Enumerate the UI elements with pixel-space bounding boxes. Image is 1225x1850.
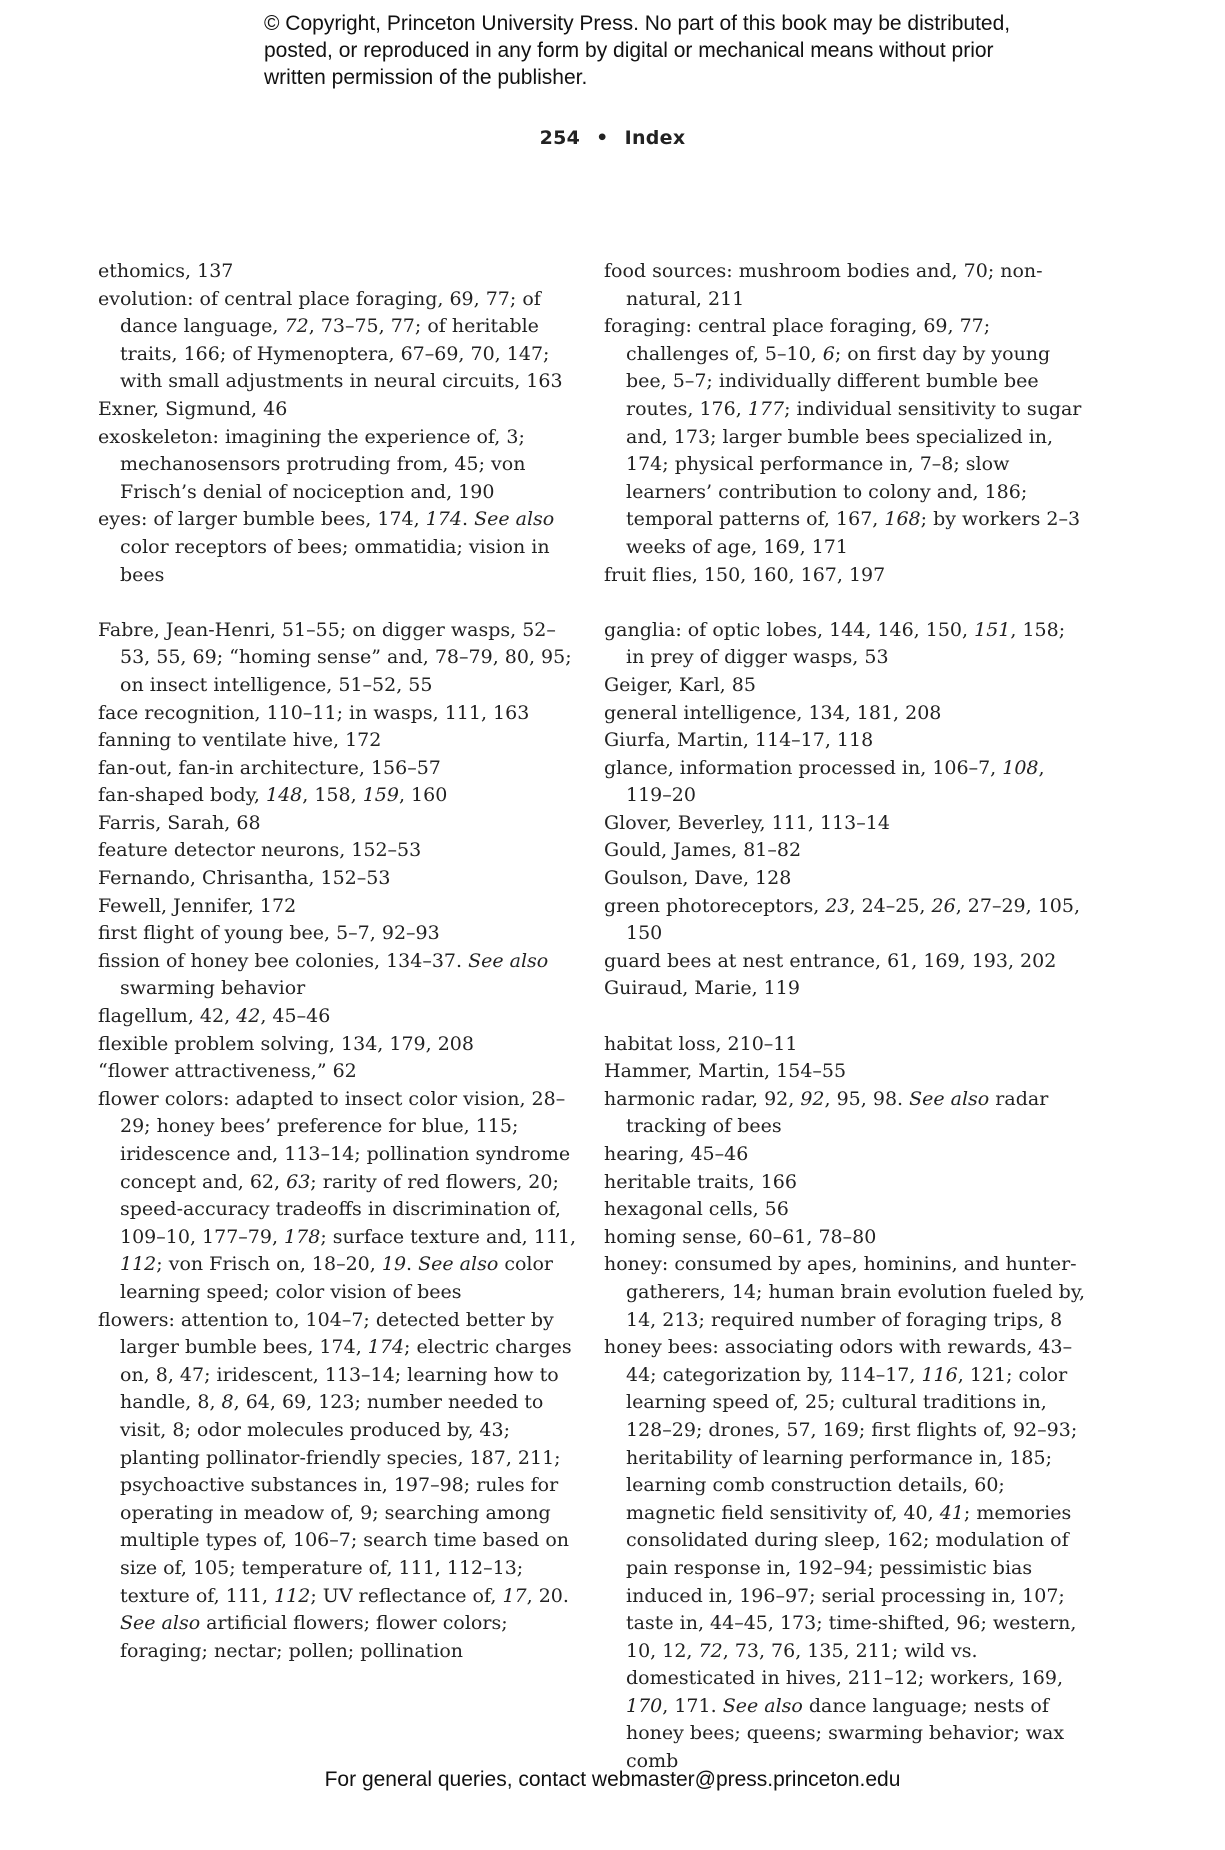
index-entry: “flower attractiveness,” 62 bbox=[98, 1060, 357, 1083]
index-entry: heritable traits, 166 bbox=[604, 1170, 797, 1193]
index-entry: Farris, Sarah, 68 bbox=[98, 811, 261, 834]
index-entry: fruit flies, 150, 160, 167, 197 bbox=[604, 563, 886, 586]
letter-group-gap bbox=[604, 1003, 1088, 1031]
index-entry: eyes: of larger bumble bees, 174, 174. See also color receptors of bees; ommatidia; vision in bees bbox=[98, 508, 555, 586]
index-entry: feature detector neurons, 152–53 bbox=[98, 839, 422, 862]
letter-group-gap bbox=[98, 589, 582, 617]
index-entry: Fewell, Jennifer, 172 bbox=[98, 894, 297, 917]
index-entry: hexagonal cells, 56 bbox=[604, 1198, 789, 1221]
index-entry: glance, information processed in, 106–7, 108, 119–20 bbox=[604, 756, 1045, 807]
index-entry: Fabre, Jean-Henri, 51–55; on digger wasps, 52–53, 55, 69; “homing sense” and, 78–79, 80, 95; on insect intelligence, 51–52, 55 bbox=[98, 618, 572, 696]
index-entry: fanning to ventilate hive, 172 bbox=[98, 729, 382, 752]
index-entry: fan-shaped body, 148, 158, 159, 160 bbox=[98, 784, 448, 807]
index-entry: green photoreceptors, 23, 24–25, 26, 27–29, 105, 150 bbox=[604, 894, 1081, 945]
running-head bbox=[0, 127, 1225, 149]
section-title: Index bbox=[624, 127, 686, 149]
index-entry: Goulson, Dave, 128 bbox=[604, 867, 792, 890]
index-entry: Hammer, Martin, 154–55 bbox=[604, 1060, 847, 1083]
index-entry: Gould, James, 81–82 bbox=[604, 839, 802, 862]
index-entry: foraging: central place foraging, 69, 77; challenges of, 5–10, 6; on first day by young bee, 5–7; individually different bumble bee routes, 176, 177; individual sensitivity to sugar and, 173; larger bumble bees specialized in, 174; physical performance in, 7–8; slow learners’ contribution to colony and, 186; temporal patterns of, 167, 168; by workers 2–3 weeks of age, 169, 171 bbox=[604, 315, 1082, 558]
index-column-left bbox=[98, 258, 582, 1665]
index-entry: flowers: attention to, 104–7; detected better by larger bumble bees, 174, 174; electric charges on, 8, 47; iridescent, 113–14; learning how to handle, 8, 8, 64, 69, 123; number needed to visit, 8; odor molecules produced by, 43; planting pollinator-friendly species, 187, 211; psychoactive substances in, 197–98; rules for operating in meadow of, 9; searching among multiple types of, 106–7; search time based on size of, 105; temperature of, 111, 112–13; texture of, 111, 112; UV reflectance of, 17, 20. See also artificial flowers; flower colors; foraging; nectar; pollen; pollination bbox=[98, 1308, 572, 1662]
index-entry: homing sense, 60–61, 78–80 bbox=[604, 1225, 877, 1248]
index-entry: fan-out, fan-in architecture, 156–57 bbox=[98, 756, 441, 779]
index-entry: exoskeleton: imagining the experience of, 3; mechanosensors protruding from, 45; von Frisch’s denial of nociception and, 190 bbox=[98, 425, 526, 503]
index-entry: flexible problem solving, 134, 179, 208 bbox=[98, 1032, 474, 1055]
copyright-notice: © Copyright, Princeton University Press. No part of this book may be distributed, posted, or reproduced in any form by digital or mechanical means without prior written permission of the publisher. bbox=[264, 12, 1011, 89]
index-entry: flower colors: adapted to insect color vision, 28–29; honey bees’ preference for blue, 115; iridescence and, 113–14; pollination syndrome concept and, 62, 63; rarity of red flowers, 20; speed-accuracy tradeoffs in discrimination of, 109–10, 177–79, 178; surface texture and, 111, 112; von Frisch on, 18–20, 19. See also color learning speed; color vision of bees bbox=[98, 1087, 577, 1303]
letter-group-gap bbox=[604, 589, 1088, 617]
index-entry: Fernando, Chrisantha, 152–53 bbox=[98, 867, 391, 890]
index-entry: honey bees: associating odors with rewards, 43–44; categorization by, 114–17, 116, 121; color learning speed of, 25; cultural traditions in, 128–29; drones, 57, 169; first flights of, 92–93; heritability of learning performance in, 185; learning comb construction details, 60; magnetic field sensitivity of, 40, 41; memories consolidated during sleep, 162; modulation of pain response in, 192–94; pessimistic bias induced in, 196–97; serial processing in, 107; taste in, 44–45, 173; time-shifted, 96; western, 10, 12, 72, 73, 76, 135, 211; wild vs. domesticated in hives, 211–12; workers, 169, 170, 171. See also dance language; nests of honey bees; queens; swarming behavior; wax comb bbox=[604, 1336, 1078, 1773]
index-entry: Exner, Sigmund, 46 bbox=[98, 397, 288, 420]
index-entry: hearing, 45–46 bbox=[604, 1143, 749, 1165]
index-entry: general intelligence, 134, 181, 208 bbox=[604, 701, 942, 724]
index-entry: honey: consumed by apes, hominins, and hunter-gatherers, 14; human brain evolution fueled by, 14, 213; required number of foraging trips, 8 bbox=[604, 1253, 1086, 1331]
header-separator: • bbox=[596, 127, 609, 149]
index-entry: fission of honey bee colonies, 134–37. See also swarming behavior bbox=[98, 949, 549, 1000]
index-entry: harmonic radar, 92, 92, 95, 98. See also radar tracking of bees bbox=[604, 1087, 1049, 1138]
footer-contact: For general queries, contact webmaster@press.princeton.edu bbox=[324, 1768, 901, 1791]
index-entry: habitat loss, 210–11 bbox=[604, 1032, 798, 1055]
index-entry: Geiger, Karl, 85 bbox=[604, 673, 756, 696]
index-entry: evolution: of central place foraging, 69, 77; of dance language, 72, 73–75, 77; of heritable traits, 166; of Hymenoptera, 67–69, 70, 147; with small adjustments in neural circuits, 163 bbox=[98, 287, 563, 393]
index-entry: Giurfa, Martin, 114–17, 118 bbox=[604, 729, 874, 752]
index-column-right bbox=[604, 258, 1088, 1776]
index-entry: Guiraud, Marie, 119 bbox=[604, 977, 800, 1000]
index-entry: ethomics, 137 bbox=[98, 260, 234, 282]
index-entry: food sources: mushroom bodies and, 70; non-natural, 211 bbox=[604, 260, 1043, 310]
index-entry: first flight of young bee, 5–7, 92–93 bbox=[98, 922, 440, 945]
page-number: 254 bbox=[539, 127, 581, 149]
index-entry: guard bees at nest entrance, 61, 169, 193, 202 bbox=[604, 949, 1057, 972]
index-entry: ganglia: of optic lobes, 144, 146, 150, 151, 158; in prey of digger wasps, 53 bbox=[604, 618, 1066, 669]
index-entry: flagellum, 42, 42, 45–46 bbox=[98, 1005, 331, 1028]
index-entry: Glover, Beverley, 111, 113–14 bbox=[604, 811, 890, 834]
index-entry: face recognition, 110–11; in wasps, 111, 163 bbox=[98, 701, 530, 724]
